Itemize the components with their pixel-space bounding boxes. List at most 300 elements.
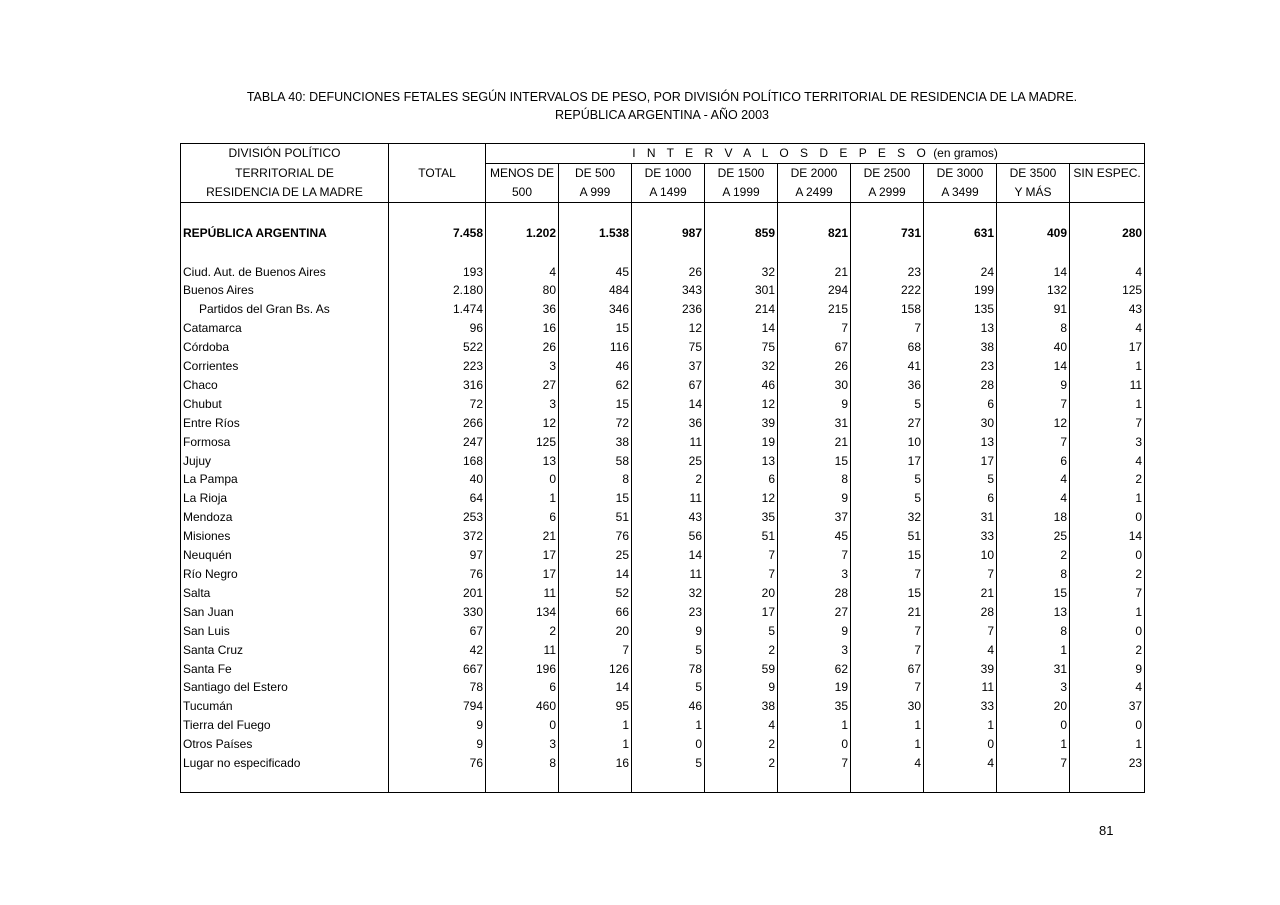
cell-value: 27 <box>486 376 559 395</box>
cell-value: 32 <box>632 584 705 603</box>
cell-value: 35 <box>705 508 778 527</box>
cell-value: 6 <box>997 452 1070 471</box>
row-name-text: Tucumán <box>183 699 233 714</box>
cell-value: 2 <box>486 622 559 641</box>
cell-value: 522 <box>389 338 486 357</box>
cell-value: 64 <box>389 489 486 508</box>
cell-value: 17 <box>1070 338 1145 357</box>
table-row <box>181 414 1145 433</box>
row-name-text: Ciud. Aut. de Buenos Aires <box>183 264 326 279</box>
cell-value: 46 <box>632 697 705 716</box>
cell-value: 346 <box>559 300 632 319</box>
row-name <box>181 395 389 414</box>
cell-value: 80 <box>486 281 559 300</box>
cell-value: 38 <box>559 433 632 452</box>
cell-value: 14 <box>559 678 632 697</box>
cell-value: 9 <box>778 489 851 508</box>
cell-value: 1 <box>1070 357 1145 376</box>
cell-value: 3 <box>486 357 559 376</box>
row-name <box>181 433 389 452</box>
cell-value: 30 <box>924 414 997 433</box>
table-subtitle: REPÚBLICA ARGENTINA - AÑO 2003 <box>555 108 769 122</box>
cell-value: 36 <box>632 414 705 433</box>
cell-value: 3 <box>778 641 851 660</box>
cell-value: 91 <box>997 300 1070 319</box>
cell-value: 1.474 <box>389 300 486 319</box>
cell-value: 0 <box>1070 622 1145 641</box>
cell-value: 125 <box>486 433 559 452</box>
table-row <box>181 622 1145 641</box>
cell-value: 12 <box>632 319 705 338</box>
cell-value: 5 <box>924 470 997 489</box>
header-col-l2: A 3499 <box>924 183 997 202</box>
cell-value: 460 <box>486 697 559 716</box>
cell-value: 33 <box>924 527 997 546</box>
row-name-text: Chaco <box>183 377 218 392</box>
row-name <box>181 622 389 641</box>
table-row <box>181 641 1145 660</box>
cell-value: 14 <box>559 565 632 584</box>
table-row <box>181 754 1145 773</box>
cell-value: 9 <box>632 622 705 641</box>
cell-value: 1 <box>559 735 632 754</box>
cell-value: 1 <box>1070 395 1145 414</box>
row-name-text: Santa Cruz <box>183 642 244 657</box>
header-row-1 <box>181 144 1145 164</box>
header-row-3 <box>181 183 1145 202</box>
cell-value: 62 <box>559 376 632 395</box>
row-name-text: Neuquén <box>183 548 232 563</box>
cell-value: 1 <box>559 716 632 735</box>
cell-value: 12 <box>997 414 1070 433</box>
cell-value: 7 <box>924 565 997 584</box>
cell-value: 21 <box>778 433 851 452</box>
cell-value: 7 <box>1070 584 1145 603</box>
cell-value: 13 <box>924 433 997 452</box>
cell-value: 40 <box>389 470 486 489</box>
row-name: REPÚBLICA ARGENTINA <box>181 222 389 244</box>
cell-value: 4 <box>924 754 997 773</box>
cell-value: 39 <box>705 414 778 433</box>
cell-value: 23 <box>851 263 924 282</box>
cell-value: 7 <box>997 433 1070 452</box>
cell-value: 75 <box>632 338 705 357</box>
cell-value: 0 <box>1070 716 1145 735</box>
cell-value: 23 <box>632 603 705 622</box>
header-division-line3: RESIDENCIA DE LA MADRE <box>181 183 389 202</box>
row-name-text: Formosa <box>183 434 231 449</box>
cell-value: 51 <box>705 527 778 546</box>
cell-value: 28 <box>778 584 851 603</box>
cell-value: 21 <box>851 603 924 622</box>
cell-value: 7.458 <box>389 222 486 244</box>
cell-value: 4 <box>997 489 1070 508</box>
cell-value: 196 <box>486 660 559 679</box>
cell-value: 37 <box>632 357 705 376</box>
cell-value: 38 <box>924 338 997 357</box>
cell-value: 95 <box>559 697 632 716</box>
row-name <box>181 319 389 338</box>
cell-value: 135 <box>924 300 997 319</box>
cell-value: 247 <box>389 433 486 452</box>
spacer-row <box>181 244 1145 263</box>
cell-value: 4 <box>997 470 1070 489</box>
header-col-l1: DE 3000 <box>924 163 997 182</box>
table-row <box>181 470 1145 489</box>
row-name <box>181 716 389 735</box>
cell-value: 9 <box>705 678 778 697</box>
table-row <box>181 716 1145 735</box>
table-row <box>181 565 1145 584</box>
cell-value: 20 <box>997 697 1070 716</box>
cell-value: 5 <box>632 754 705 773</box>
page-number: 81 <box>1099 823 1114 838</box>
cell-value: 9 <box>778 622 851 641</box>
header-col-l1: DE 500 <box>559 163 632 182</box>
header-col-l2 <box>1070 183 1145 202</box>
cell-value: 409 <box>997 222 1070 244</box>
cell-value: 0 <box>1070 546 1145 565</box>
cell-value: 12 <box>486 414 559 433</box>
header-col-l1: DE 2000 <box>778 163 851 182</box>
cell-value: 12 <box>705 395 778 414</box>
table-row <box>181 603 1145 622</box>
row-name <box>181 281 389 300</box>
cell-value: 0 <box>632 735 705 754</box>
cell-value: 12 <box>705 489 778 508</box>
row-name-text: Río Negro <box>183 567 238 581</box>
header-col-l2: 500 <box>486 183 559 202</box>
cell-value: 667 <box>389 660 486 679</box>
cell-value: 859 <box>705 222 778 244</box>
cell-value: 4 <box>1070 452 1145 471</box>
cell-value: 59 <box>705 660 778 679</box>
row-name <box>181 489 389 508</box>
row-name <box>181 452 389 471</box>
row-name <box>181 697 389 716</box>
cell-value: 13 <box>997 603 1070 622</box>
cell-value: 42 <box>389 641 486 660</box>
cell-value: 96 <box>389 319 486 338</box>
cell-value: 2 <box>997 546 1070 565</box>
cell-value: 3 <box>997 678 1070 697</box>
cell-value: 24 <box>924 263 997 282</box>
cell-value: 201 <box>389 584 486 603</box>
cell-value: 8 <box>559 470 632 489</box>
cell-value: 97 <box>389 546 486 565</box>
row-name-text: Catamarca <box>183 321 242 336</box>
cell-value: 75 <box>705 338 778 357</box>
cell-value: 15 <box>559 395 632 414</box>
cell-value: 43 <box>632 508 705 527</box>
row-name-text: Chubut <box>183 396 222 411</box>
table-row <box>181 433 1145 452</box>
table-row <box>181 357 1145 376</box>
cell-value: 7 <box>924 622 997 641</box>
cell-value: 1 <box>997 735 1070 754</box>
cell-value: 67 <box>778 338 851 357</box>
cell-value: 45 <box>559 263 632 282</box>
cell-value: 11 <box>632 565 705 584</box>
cell-value: 37 <box>778 508 851 527</box>
cell-value: 32 <box>705 357 778 376</box>
cell-value: 4 <box>1070 678 1145 697</box>
row-name <box>181 603 389 622</box>
cell-value: 17 <box>851 452 924 471</box>
cell-value: 222 <box>851 281 924 300</box>
header-total: TOTAL <box>389 163 486 182</box>
cell-value: 372 <box>389 527 486 546</box>
cell-value: 27 <box>778 603 851 622</box>
cell-value: 236 <box>632 300 705 319</box>
cell-value: 13 <box>705 452 778 471</box>
row-name-text: La Rioja <box>183 491 228 506</box>
cell-value: 19 <box>778 678 851 697</box>
cell-value: 2 <box>705 754 778 773</box>
table-row <box>181 281 1145 300</box>
cell-value: 21 <box>778 263 851 282</box>
cell-value: 631 <box>924 222 997 244</box>
cell-value: 21 <box>924 584 997 603</box>
cell-value: 0 <box>924 735 997 754</box>
cell-value: 1 <box>778 716 851 735</box>
cell-value: 330 <box>389 603 486 622</box>
cell-value: 11 <box>486 641 559 660</box>
row-name-text: San Luis <box>183 623 230 638</box>
cell-value: 66 <box>559 603 632 622</box>
cell-value: 20 <box>705 584 778 603</box>
cell-value: 8 <box>778 470 851 489</box>
cell-value: 134 <box>486 603 559 622</box>
row-name <box>181 470 389 489</box>
cell-value: 2 <box>1070 565 1145 584</box>
cell-value: 4 <box>1070 263 1145 282</box>
data-table <box>180 143 1145 793</box>
cell-value: 280 <box>1070 222 1145 244</box>
row-name <box>181 660 389 679</box>
row-name-text: Buenos Aires <box>183 283 254 298</box>
cell-value: 33 <box>924 697 997 716</box>
cell-value: 168 <box>389 452 486 471</box>
cell-value: 7 <box>851 641 924 660</box>
cell-value: 45 <box>778 527 851 546</box>
cell-value: 4 <box>486 263 559 282</box>
cell-value: 17 <box>486 546 559 565</box>
cell-value: 30 <box>778 376 851 395</box>
cell-value: 21 <box>486 527 559 546</box>
cell-value: 51 <box>851 527 924 546</box>
cell-value: 3 <box>486 395 559 414</box>
cell-value: 301 <box>705 281 778 300</box>
cell-value: 13 <box>486 452 559 471</box>
cell-value: 72 <box>559 414 632 433</box>
cell-value: 1 <box>997 641 1070 660</box>
cell-value: 43 <box>1070 300 1145 319</box>
cell-value: 19 <box>705 433 778 452</box>
table-row <box>181 584 1145 603</box>
cell-value: 5 <box>851 470 924 489</box>
cell-value: 0 <box>997 716 1070 735</box>
cell-value: 30 <box>851 697 924 716</box>
cell-value: 5 <box>851 395 924 414</box>
row-name-text: La Pampa <box>183 472 238 487</box>
cell-value: 32 <box>705 263 778 282</box>
row-name <box>181 641 389 660</box>
cell-value: 125 <box>1070 281 1145 300</box>
table-row <box>181 395 1145 414</box>
cell-value: 40 <box>997 338 1070 357</box>
table-row <box>181 508 1145 527</box>
header-col-l2: A 1999 <box>705 183 778 202</box>
cell-value: 6 <box>486 678 559 697</box>
cell-value: 7 <box>851 622 924 641</box>
row-name <box>181 338 389 357</box>
cell-value: 27 <box>851 414 924 433</box>
row-name-text: Misiones <box>183 529 231 544</box>
row-name-text: Santiago del Estero <box>183 680 288 695</box>
cell-value: 14 <box>1070 527 1145 546</box>
row-name-text: Santa Fe <box>183 661 232 676</box>
cell-value: 987 <box>632 222 705 244</box>
cell-value: 316 <box>389 376 486 395</box>
cell-value: 15 <box>778 452 851 471</box>
cell-value: 7 <box>705 546 778 565</box>
cell-value: 25 <box>632 452 705 471</box>
cell-value: 1 <box>851 735 924 754</box>
cell-value: 11 <box>632 433 705 452</box>
row-name-text: Otros Países <box>183 737 253 752</box>
cell-value: 126 <box>559 660 632 679</box>
cell-value: 15 <box>997 584 1070 603</box>
header-col-l2: A 1499 <box>632 183 705 202</box>
cell-value: 5 <box>851 489 924 508</box>
cell-value: 6 <box>924 395 997 414</box>
cell-value: 2 <box>1070 470 1145 489</box>
cell-value: 11 <box>924 678 997 697</box>
cell-value: 37 <box>1070 697 1145 716</box>
cell-value: 10 <box>924 546 997 565</box>
header-division-line1: DIVISIÓN POLÍTICO <box>181 144 389 164</box>
cell-value: 25 <box>997 527 1070 546</box>
cell-value: 0 <box>486 716 559 735</box>
cell-value: 17 <box>924 452 997 471</box>
cell-value: 41 <box>851 357 924 376</box>
cell-value: 4 <box>851 754 924 773</box>
cell-value: 62 <box>778 660 851 679</box>
header-total-blank2 <box>389 183 486 202</box>
table-row <box>181 300 1145 319</box>
cell-value: 78 <box>389 678 486 697</box>
cell-value: 31 <box>997 660 1070 679</box>
header-col-l1: SIN ESPEC. <box>1070 163 1145 182</box>
cell-value: 1 <box>1070 489 1145 508</box>
header-col-l1: MENOS DE <box>486 163 559 182</box>
cell-value: 67 <box>389 622 486 641</box>
cell-value: 35 <box>778 697 851 716</box>
cell-value: 214 <box>705 300 778 319</box>
cell-value: 17 <box>486 565 559 584</box>
row-name-text: Mendoza <box>183 510 233 525</box>
header-col-l1: DE 2500 <box>851 163 924 182</box>
cell-value: 38 <box>705 697 778 716</box>
cell-value: 15 <box>851 584 924 603</box>
cell-value: 7 <box>559 641 632 660</box>
cell-value: 7 <box>997 395 1070 414</box>
cell-value: 2 <box>632 470 705 489</box>
cell-value: 7 <box>851 319 924 338</box>
cell-value: 23 <box>1070 754 1145 773</box>
table-row <box>181 697 1145 716</box>
table-row <box>181 489 1145 508</box>
cell-value: 36 <box>851 376 924 395</box>
cell-value: 14 <box>997 263 1070 282</box>
cell-value: 11 <box>1070 376 1145 395</box>
cell-value: 16 <box>486 319 559 338</box>
row-name <box>181 565 389 584</box>
cell-value: 18 <box>997 508 1070 527</box>
table-row <box>181 376 1145 395</box>
cell-value: 821 <box>778 222 851 244</box>
cell-value: 20 <box>559 622 632 641</box>
cell-value: 3 <box>1070 433 1145 452</box>
cell-value: 7 <box>851 565 924 584</box>
cell-value: 1 <box>924 716 997 735</box>
cell-value: 8 <box>997 319 1070 338</box>
cell-value: 9 <box>778 395 851 414</box>
cell-value: 76 <box>389 565 486 584</box>
row-name <box>181 735 389 754</box>
cell-value: 31 <box>924 508 997 527</box>
table-row <box>181 527 1145 546</box>
table-row <box>181 660 1145 679</box>
table-body <box>181 202 1145 792</box>
cell-value: 16 <box>559 754 632 773</box>
cell-value: 9 <box>389 735 486 754</box>
row-name-text: Salta <box>183 585 211 600</box>
cell-value: 4 <box>705 716 778 735</box>
header-intervals <box>486 144 1145 164</box>
row-name-text: Tierra del Fuego <box>183 718 271 733</box>
cell-value: 2 <box>705 735 778 754</box>
cell-value: 343 <box>632 281 705 300</box>
row-name <box>181 678 389 697</box>
cell-value: 26 <box>632 263 705 282</box>
cell-value: 14 <box>632 546 705 565</box>
cell-value: 56 <box>632 527 705 546</box>
header-division-line2: TERRITORIAL DE <box>181 163 389 182</box>
cell-value: 14 <box>632 395 705 414</box>
cell-value: 199 <box>924 281 997 300</box>
cell-value: 17 <box>705 603 778 622</box>
row-name <box>181 546 389 565</box>
cell-value: 67 <box>632 376 705 395</box>
cell-value: 7 <box>997 754 1070 773</box>
cell-value: 2 <box>705 641 778 660</box>
cell-value: 58 <box>559 452 632 471</box>
cell-value: 32 <box>851 508 924 527</box>
cell-value: 3 <box>778 565 851 584</box>
cell-value: 9 <box>1070 660 1145 679</box>
header-col-l1: DE 3500 <box>997 163 1070 182</box>
header-col-l2: A 2999 <box>851 183 924 202</box>
cell-value: 158 <box>851 300 924 319</box>
cell-value: 76 <box>389 754 486 773</box>
cell-value: 484 <box>559 281 632 300</box>
cell-value: 28 <box>924 603 997 622</box>
cell-value: 2.180 <box>389 281 486 300</box>
cell-value: 51 <box>559 508 632 527</box>
cell-value: 0 <box>486 470 559 489</box>
